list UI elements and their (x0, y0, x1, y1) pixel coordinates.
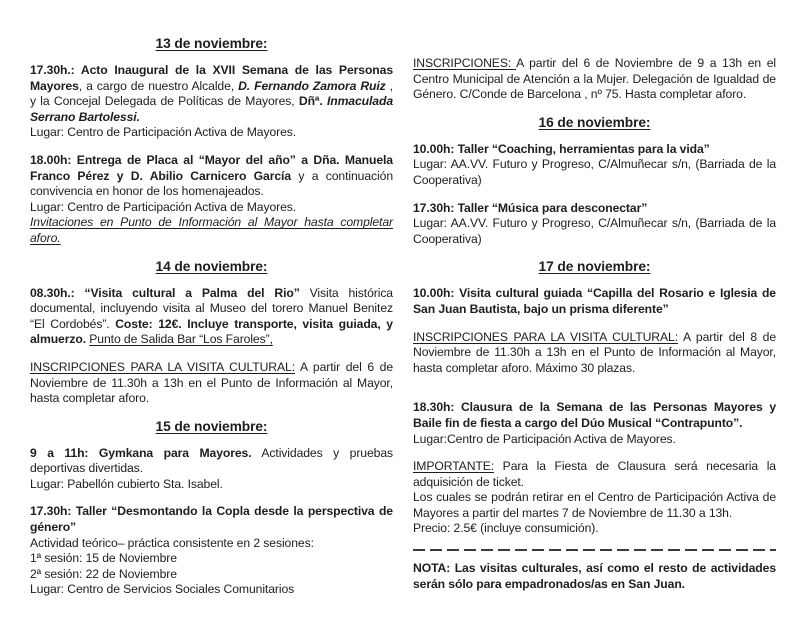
event-detail (413, 490, 776, 521)
text-run: , a cargo de nuestro Alcalde, (78, 78, 239, 93)
text-run: IMPORTANTE: (413, 459, 495, 474)
text-run: Actividades y pruebas deportivas divertidas. (30, 445, 393, 476)
text-run: 1ª sesión: 15 de Noviembre (30, 551, 177, 566)
event-paragraph (30, 504, 393, 535)
text-run: Coste: 12€. Incluye transporte, visita guiada, y almuerzo. (30, 316, 393, 347)
event-location (30, 125, 393, 141)
event-visita-capilla (413, 286, 776, 317)
date-header-13 (30, 36, 393, 52)
text-run: Inmaculada Serrano Bartolessi. (30, 94, 393, 124)
text-run: 17.30h: Taller “Desmontando la Copla desde la perspectiva de género” (30, 504, 393, 535)
event-clausura (413, 400, 776, 447)
separator-line (413, 549, 776, 551)
date-header-text: 14 de noviembre: (155, 258, 268, 274)
event-session-1 (30, 551, 393, 567)
text-run: Precio: 2.5€ (incluye consumición). (413, 521, 599, 536)
text-run: 17.30h: Taller “Música para desconectar” (413, 200, 648, 215)
date-header-text: 15 de noviembre: (155, 418, 268, 434)
event-paragraph (30, 446, 393, 477)
text-run: Los cuales se podrán retirar en el Centro de Participación Activa de Mayores a partir del martes 7 de Noviembre de 11.30 a 13h. (413, 490, 776, 520)
text-run: Lugar: Centro de Participación Activa de Mayores. (30, 199, 297, 214)
event-paragraph (413, 142, 776, 158)
inscripciones-general (413, 56, 776, 103)
text-run: 18.00h: Entrega de Placa al “Mayor del año” a Dña. Manuela Franco Pérez y D. Abilio Carnicero García (30, 152, 393, 183)
text-run: 10.00h: Taller “Coaching, herramientas para la vida” (413, 141, 710, 156)
event-detail (30, 536, 393, 552)
text-run: Lugar: AA.VV. Futuro y Progreso, C/Almuñecar s/n, (Barriada de la Cooperativa) (413, 216, 776, 246)
text-run: 2ª sesión: 22 de Noviembre (30, 566, 177, 581)
event-session-2 (30, 567, 393, 583)
event-note (30, 215, 393, 246)
event-paragraph (30, 286, 393, 348)
text-run: 9 a 11h: Gymkana para Mayores. (30, 445, 252, 460)
right-column (413, 36, 776, 618)
date-header-16 (413, 115, 776, 131)
date-header-14 (30, 259, 393, 275)
text-run: NOTA: Las visitas culturales, así como el resto de actividades serán sólo para empadronados/as en San Juan. (413, 561, 776, 591)
event-paragraph (413, 561, 776, 592)
event-taller-coaching (413, 142, 776, 189)
text-run: INSCRIPCIONES: (413, 56, 517, 70)
left-column (30, 36, 393, 618)
text-run: D. Fernando Zamora Ruiz (238, 78, 386, 93)
event-paragraph (413, 56, 776, 103)
text-run: Para la Fiesta de Clausura será necesaria la adquisición de ticket. (413, 459, 776, 489)
event-entrega-placa (30, 153, 393, 247)
event-paragraph (30, 63, 393, 125)
text-run: Lugar: Centro de Servicios Sociales Comunitarios (30, 582, 295, 597)
text-run: Lugar: AA.VV. Futuro y Progreso, C/Almuñecar s/n, (Barriada de la Cooperativa) (413, 157, 776, 187)
event-taller-musica (413, 201, 776, 248)
date-header-text: 13 de noviembre: (155, 36, 268, 51)
text-run: Lugar: Centro de Participación Activa de Mayores. (30, 125, 297, 140)
event-location (413, 432, 776, 448)
inscripciones-visita-cultural (30, 360, 393, 407)
text-run: A partir del 8 de Noviembre de 11.30h a 13h en el Punto de Información al Mayor, hasta completar aforo. Máximo 30 plazas. (413, 329, 776, 375)
event-location (30, 477, 393, 493)
text-run: Actividad teórico– práctica consistente en 2 sesiones: (30, 535, 314, 550)
text-run: Punto de Salida Bar “Los Faroles”, (89, 332, 273, 347)
event-acto-inaugural (30, 63, 393, 141)
text-run: , y la Concejal Delegada de Políticas de Mayores, (30, 78, 393, 109)
inscripciones-capilla (413, 330, 776, 377)
text-run: Dñª. (298, 94, 327, 109)
text-run: INSCRIPCIONES PARA LA VISITA CULTURAL: (413, 329, 678, 344)
event-location (30, 582, 393, 598)
text-run: 08.30h.: “Visita cultural a Palma del Rio” (30, 285, 310, 300)
text-run: Visita histórica documental, incluyendo visita al Museo del torero Manuel Benitez “El Cordobés”. (30, 285, 393, 331)
event-location (30, 200, 393, 216)
event-gymkana (30, 446, 393, 493)
event-paragraph (413, 459, 776, 490)
text-run: 10.00h: Visita cultural guiada “Capilla del Rosario e Iglesia de San Juan Bautista, bajo un prisma diferente” (413, 286, 776, 316)
event-paragraph (413, 400, 776, 431)
event-price (413, 521, 776, 537)
nota-notice (413, 561, 776, 592)
date-header-text: 16 de noviembre: (538, 114, 651, 130)
event-paragraph (413, 286, 776, 317)
event-paragraph (30, 153, 393, 200)
text-run: 17.30h.: Acto Inaugural de la XVII Semana de las Personas Mayores (30, 63, 393, 93)
event-taller-copla (30, 504, 393, 598)
text-run: A partir del 6 de Noviembre de 9 a 13h en el Centro Municipal de Atención a la Mujer. Delegación de Igualdad de Género. C/Conde de Barcelona , nº 75. Hasta completar aforo. (413, 56, 776, 102)
date-header-15 (30, 419, 393, 435)
date-header-17 (413, 259, 776, 275)
event-visita-palma (30, 286, 393, 348)
text-run: A partir del 6 de Noviembre de 11.30h a 13h en el Punto de Información al Mayor, hasta completar aforo. (30, 359, 393, 406)
text-run: INSCRIPCIONES PARA LA VISITA CULTURAL: (30, 359, 295, 374)
event-paragraph (413, 330, 776, 377)
event-location (413, 216, 776, 247)
date-header-text: 17 de noviembre: (538, 259, 651, 275)
importante-notice (413, 459, 776, 537)
event-paragraph (30, 360, 393, 407)
text-run: Lugar: Pabellón cubierto Sta. Isabel. (30, 476, 223, 491)
text-run: 18.30h: Clausura de la Semana de las Personas Mayores y Baile fin de fiesta a cargo del Dúo Musical “Contrapunto”. (413, 400, 776, 430)
event-location (413, 157, 776, 188)
event-paragraph (413, 201, 776, 217)
text-run: Lugar:Centro de Participación Activa de Mayores. (413, 431, 676, 446)
text-run: Invitaciones en Punto de Información al Mayor hasta completar aforo. (30, 215, 393, 245)
text-run: y a continuación convivencia en honor de los homenajeados. (30, 168, 393, 199)
